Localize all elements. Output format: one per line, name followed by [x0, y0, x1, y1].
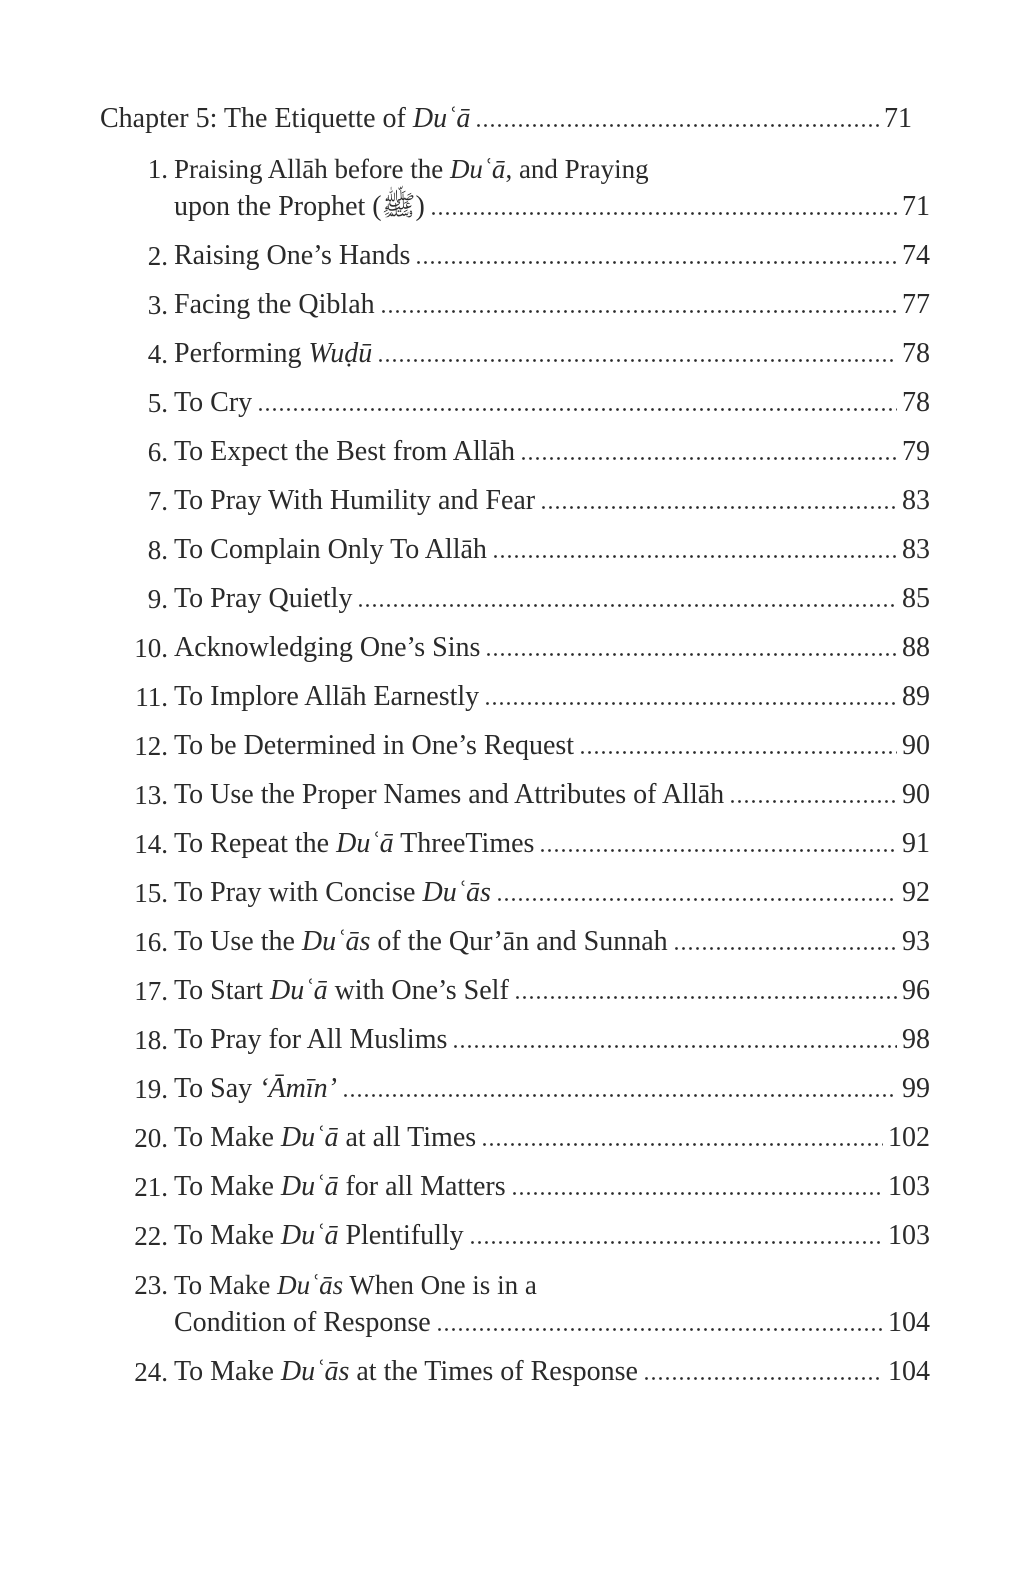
entry-number: 2.: [147, 241, 168, 271]
toc-entry[interactable]: [100, 874, 930, 912]
dot-leader: [257, 408, 897, 411]
title-text: Facing the Qiblah: [174, 289, 375, 320]
dot-leader: [643, 1377, 883, 1380]
italic-term: Wuḍū: [308, 338, 373, 369]
entry-title: [174, 1021, 447, 1059]
italic-term: Duʿās: [422, 877, 491, 908]
entry-title: [174, 188, 425, 226]
entry-title: [174, 776, 724, 814]
italic-term: Duʿā: [336, 828, 394, 859]
dot-leader: [492, 555, 897, 558]
title-text: at the Times of Response: [349, 1356, 638, 1387]
toc-entry[interactable]: [100, 286, 930, 324]
entry-number: 4.: [147, 339, 168, 369]
entry-title: [174, 384, 252, 422]
toc-entry[interactable]: [100, 629, 930, 667]
entry-page-number: 96: [902, 975, 930, 1006]
entry-body: [174, 286, 930, 324]
entry-page-number: 74: [902, 240, 930, 271]
title-text: To Use the Proper Names and Attributes of Allāh: [174, 779, 725, 810]
entry-number: 18.: [134, 1025, 168, 1055]
entry-body: [174, 237, 930, 275]
dot-leader: [357, 604, 897, 607]
title-text: upon the Prophet (ﷺ): [174, 191, 425, 222]
dot-leader: [579, 751, 897, 754]
entry-title: [174, 482, 535, 520]
entry-number: 5.: [147, 388, 168, 418]
title-text: When One is in a: [343, 1270, 537, 1300]
entry-page-number: 71: [902, 191, 930, 222]
entry-body: [174, 1168, 930, 1206]
toc-entry[interactable]: [100, 1070, 930, 1108]
dot-leader: [415, 261, 897, 264]
entry-body: [174, 825, 930, 863]
dot-leader: [511, 1192, 883, 1195]
entry-line: [174, 1119, 930, 1157]
entry-page-number: 90: [902, 730, 930, 761]
entry-number: 6.: [147, 437, 168, 467]
toc-entry[interactable]: [100, 1168, 930, 1206]
entry-line: [174, 188, 930, 226]
entry-title: [174, 580, 352, 618]
entry-page-number: 90: [902, 779, 930, 810]
entry-title: [174, 923, 668, 961]
dot-leader: [484, 702, 897, 705]
entry-line: [174, 1168, 930, 1206]
entry-page-number: 83: [902, 534, 930, 565]
entry-line: [174, 972, 930, 1010]
entry-page-number: 78: [902, 338, 930, 369]
dot-leader: [469, 1241, 883, 1244]
entry-number: 14.: [134, 829, 168, 859]
title-text: To Pray With Humility and Fear: [174, 485, 536, 516]
entry-line: [174, 776, 930, 814]
entry-body: [174, 580, 930, 618]
entry-page-number: 98: [902, 1024, 930, 1055]
entry-title: [174, 874, 491, 912]
toc-entry[interactable]: [100, 384, 930, 422]
entry-number: 13.: [134, 780, 168, 810]
entry-line: [174, 678, 930, 716]
title-text: To Use the: [174, 926, 302, 957]
entry-line: [174, 531, 930, 569]
entry-body: [174, 433, 930, 471]
entry-title: [174, 629, 480, 667]
entry-page-number: 83: [902, 485, 930, 516]
title-text: Praising Allāh before the: [174, 154, 450, 184]
entry-body: [174, 972, 930, 1010]
dot-leader: [673, 947, 897, 950]
entry-title: [174, 286, 375, 324]
toc-entry[interactable]: [100, 1266, 930, 1342]
dot-leader: [485, 653, 897, 656]
toc-entry[interactable]: [100, 776, 930, 814]
entry-body: [174, 335, 930, 373]
dot-leader: [430, 212, 897, 215]
title-text: Acknowledging One’s Sins: [174, 632, 481, 663]
entry-number: 9.: [147, 584, 168, 614]
toc-entry[interactable]: [100, 678, 930, 716]
dot-leader: [496, 898, 897, 901]
entry-body: [174, 727, 930, 765]
entry-title: [174, 678, 479, 716]
toc-entry[interactable]: [100, 335, 930, 373]
entry-body: [174, 1217, 930, 1255]
entry-page-number: 102: [888, 1122, 930, 1153]
entry-page-number: 85: [902, 583, 930, 614]
entry-page-number: 91: [902, 828, 930, 859]
title-text: To Start: [174, 975, 271, 1006]
entry-line: [174, 727, 930, 765]
dot-leader: [380, 310, 897, 313]
entry-number: 8.: [147, 535, 168, 565]
entry-number: 17.: [134, 976, 168, 1006]
entry-line: [174, 1070, 930, 1108]
italic-term: Duʿā: [280, 1171, 339, 1202]
toc-entry[interactable]: [100, 150, 930, 226]
dot-leader: [342, 1094, 897, 1097]
entry-page-number: 99: [902, 1073, 930, 1104]
italic-term: Duʿā: [280, 1122, 339, 1153]
title-text: ThreeTimes: [393, 828, 535, 859]
entry-line: [174, 923, 930, 961]
entry-line: [174, 433, 930, 471]
entry-page-number: 78: [902, 387, 930, 418]
entry-body: [174, 1021, 930, 1059]
entry-number: 21.: [134, 1172, 168, 1202]
entry-body: [174, 874, 930, 912]
title-text: of the Qur’ān and Sunnah: [370, 926, 668, 957]
title-text: Performing: [174, 338, 309, 369]
entry-title: [174, 1304, 431, 1342]
entry-page-number: 79: [902, 436, 930, 467]
entry-number: 10.: [134, 633, 168, 663]
title-text: with One’s Self: [327, 975, 509, 1006]
entry-title: [174, 237, 410, 275]
entry-number: 7.: [147, 486, 168, 516]
italic-term: ‘Āmīn’: [259, 1073, 337, 1104]
toc-entry[interactable]: [100, 1217, 930, 1255]
italic-term: Duʿā: [280, 1220, 339, 1251]
entry-title-first-line: [174, 1266, 930, 1304]
italic-term: Duʿā: [270, 975, 328, 1006]
chapter-title: [100, 100, 470, 138]
title-text: Chapter 5: The Etiquette of: [100, 103, 413, 134]
italic-term: Duʿās: [277, 1270, 344, 1300]
entry-number: 3.: [147, 290, 168, 320]
entry-body: [174, 531, 930, 569]
entry-number: 1.: [147, 154, 168, 184]
entry-number: 20.: [134, 1123, 168, 1153]
table-of-contents: [100, 100, 930, 1402]
title-text: To Pray with Concise: [174, 877, 423, 908]
italic-term: Duʿā: [412, 103, 471, 134]
entry-body: [174, 1266, 930, 1342]
title-text: To Repeat the: [174, 828, 337, 859]
title-text: To Cry: [174, 387, 253, 418]
entry-number: 24.: [134, 1357, 168, 1387]
entry-line: [174, 335, 930, 373]
entry-line: [174, 580, 930, 618]
title-text: To Pray Quietly: [174, 583, 353, 614]
entry-line: [174, 1304, 930, 1342]
entry-title: [174, 1353, 638, 1391]
entry-number: 16.: [134, 927, 168, 957]
entry-line: [174, 825, 930, 863]
toc-entry[interactable]: [100, 972, 930, 1010]
dot-leader: [481, 1143, 883, 1146]
entry-list: [100, 150, 930, 1391]
entry-title: [174, 972, 509, 1010]
entry-body: [174, 776, 930, 814]
entry-body: [174, 1070, 930, 1108]
entry-number: 23.: [134, 1270, 168, 1300]
entry-body: [174, 629, 930, 667]
entry-number: 19.: [134, 1074, 168, 1104]
title-text: To Complain Only To Allāh: [174, 534, 487, 565]
entry-body: [174, 1119, 930, 1157]
italic-term: Duʿās: [280, 1356, 350, 1387]
toc-entry[interactable]: [100, 727, 930, 765]
toc-entry[interactable]: [100, 1353, 930, 1391]
entry-body: [174, 1353, 930, 1391]
dot-leader: [452, 1045, 897, 1048]
chapter-page-number: 71: [884, 103, 912, 134]
italic-term: Duʿās: [301, 926, 371, 957]
title-text: for all Matters: [338, 1171, 506, 1202]
toc-entry[interactable]: [100, 923, 930, 961]
title-text: , and Praying: [505, 154, 649, 184]
title-text: To be Determined in One’s Request: [174, 730, 575, 761]
toc-entry[interactable]: [100, 1119, 930, 1157]
entry-page-number: 104: [888, 1307, 930, 1338]
entry-body: [174, 678, 930, 716]
title-text: To Expect the Best from Allāh: [174, 436, 515, 467]
entry-title: [174, 531, 487, 569]
dot-leader: [514, 996, 897, 999]
entry-title: [174, 727, 574, 765]
entry-page-number: 104: [888, 1356, 930, 1387]
title-text: Plentifully: [338, 1220, 464, 1251]
title-text: To Make: [174, 1356, 281, 1387]
entry-title: [174, 825, 534, 863]
entry-line: [174, 482, 930, 520]
entry-title: [174, 1217, 464, 1255]
toc-entry[interactable]: [100, 1021, 930, 1059]
entry-body: [174, 482, 930, 520]
title-text: To Make: [174, 1270, 278, 1300]
entry-number: 11.: [135, 682, 168, 712]
dot-leader: [377, 359, 897, 362]
dot-leader: [436, 1328, 883, 1331]
entry-line: [174, 629, 930, 667]
entry-page-number: 92: [902, 877, 930, 908]
entry-title: [174, 335, 372, 373]
title-text: Raising One’s Hands: [174, 240, 411, 271]
entry-line: [174, 237, 930, 275]
toc-entry[interactable]: [100, 237, 930, 275]
entry-page-number: 103: [888, 1171, 930, 1202]
dot-leader: [540, 506, 897, 509]
toc-entry[interactable]: [100, 825, 930, 863]
title-text: at all Times: [338, 1122, 477, 1153]
toc-entry[interactable]: [100, 531, 930, 569]
title-text: To Make: [174, 1171, 281, 1202]
title-text: To Make: [174, 1220, 281, 1251]
italic-term: Duʿā: [449, 154, 506, 184]
toc-entry[interactable]: [100, 433, 930, 471]
title-text: Condition of Response: [174, 1307, 431, 1338]
entry-line: [174, 1353, 930, 1391]
title-text: To Say: [174, 1073, 260, 1104]
entry-page-number: 88: [902, 632, 930, 663]
entry-body: [174, 150, 930, 226]
dot-leader: [475, 124, 879, 127]
entry-body: [174, 384, 930, 422]
entry-title: [174, 433, 515, 471]
entry-number: 15.: [134, 878, 168, 908]
entry-page-number: 89: [902, 681, 930, 712]
toc-entry[interactable]: [100, 482, 930, 520]
entry-line: [174, 1217, 930, 1255]
entry-title: [174, 1070, 337, 1108]
entry-line: [174, 384, 930, 422]
title-text: To Make: [174, 1122, 281, 1153]
dot-leader: [729, 800, 897, 803]
title-text: To Implore Allāh Earnestly: [174, 681, 480, 712]
chapter-heading[interactable]: [100, 100, 912, 138]
entry-line: [174, 286, 930, 324]
entry-page-number: 77: [902, 289, 930, 320]
entry-title-first-line: [174, 150, 930, 188]
dot-leader: [520, 457, 897, 460]
entry-line: [174, 874, 930, 912]
entry-number: 12.: [134, 731, 168, 761]
entry-title: [174, 1119, 476, 1157]
entry-body: [174, 923, 930, 961]
dot-leader: [539, 849, 897, 852]
entry-page-number: 103: [888, 1220, 930, 1251]
entry-title: [174, 1168, 506, 1206]
entry-line: [174, 1021, 930, 1059]
toc-entry[interactable]: [100, 580, 930, 618]
entry-number: 22.: [134, 1221, 168, 1251]
entry-page-number: 93: [902, 926, 930, 957]
title-text: To Pray for All Muslims: [174, 1024, 448, 1055]
